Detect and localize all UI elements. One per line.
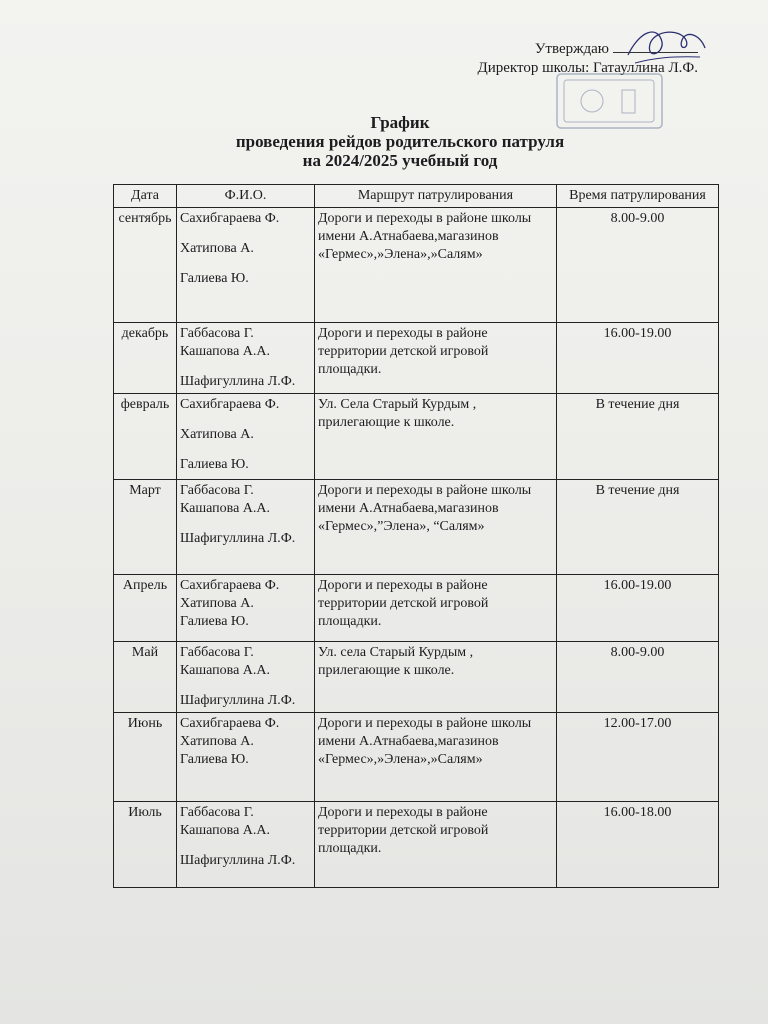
row-names: Сахибгараева Ф. Хатипова А. Галиева Ю. [177,208,315,323]
header-names: Ф.И.О. [177,185,315,208]
table-row [114,208,719,323]
row-route: Ул. села Старый Курдым , прилегающие к школе. [315,642,557,713]
table-row [114,323,719,394]
row-route: Ул. Села Старый Курдым , прилегающие к школе. [315,394,557,480]
row-names: Сахибгараева Ф. Хатипова А. Галиева Ю. [177,713,315,802]
title-line-3: на 2024/2025 учебный год [302,151,498,170]
row-date: Апрель [114,575,177,642]
row-date: Июль [114,802,177,888]
row-date: Май [114,642,177,713]
row-names: Габбасова Г. Кашапова А.А. Шафигуллина Л.Ф. [177,802,315,888]
row-route: Дороги и переходы в районе территории детской игровой площадки. [315,575,557,642]
row-time: 12.00-17.00 [557,713,719,802]
table-row [114,642,719,713]
table-row [114,394,719,480]
patrol-schedule-table [113,184,719,888]
row-names: Сахибгараева Ф. Хатипова А. Галиева Ю. [177,575,315,642]
header-time: Время патрулирования [557,185,719,208]
row-names: Габбасова Г. Кашапова А.А. Шафигуллина Л.Ф. [177,323,315,394]
table-row [114,575,719,642]
title-line-1: График [370,113,430,132]
row-date: сентябрь [114,208,177,323]
director-line: Директор школы: Гатауллина Л.Ф. [477,60,698,76]
row-date: Март [114,480,177,575]
table-row [114,480,719,575]
row-route: Дороги и переходы в районе школы имени А.Атнабаева,магазинов «Гермес»,”Элена», “Салям» [315,480,557,575]
row-names: Сахибгараева Ф. Хатипова А. Галиева Ю. [177,394,315,480]
row-names: Габбасова Г. Кашапова А.А. Шафигуллина Л.Ф. [177,642,315,713]
row-date: Июнь [114,713,177,802]
row-date: февраль [114,394,177,480]
header-route: Маршрут патрулирования [315,185,557,208]
row-names: Габбасова Г. Кашапова А.А. Шафигуллина Л.Ф. [177,480,315,575]
row-route: Дороги и переходы в районе территории детской игровой площадки. [315,323,557,394]
table-row [114,713,719,802]
row-time: В течение дня [557,480,719,575]
signature-icon [620,20,710,75]
row-time: В течение дня [557,394,719,480]
row-time: 8.00-9.00 [557,642,719,713]
row-time: 8.00-9.00 [557,208,719,323]
row-route: Дороги и переходы в районе школы имени А.Атнабаева,магазинов «Гермес»,»Элена»,»Салям» [315,713,557,802]
table-header-row [114,185,719,208]
document-title [170,113,630,170]
row-time: 16.00-19.00 [557,323,719,394]
header-date: Дата [114,185,177,208]
row-route: Дороги и переходы в районе школы имени А.Атнабаева,магазинов «Гермес»,»Элена»,»Салям» [315,208,557,323]
row-time: 16.00-19.00 [557,575,719,642]
approve-label: Утверждаю [398,40,698,59]
table-row [114,802,719,888]
row-date: декабрь [114,323,177,394]
title-line-2: проведения рейдов родительского патруля [235,132,565,151]
row-time: 16.00-18.00 [557,802,719,888]
row-route: Дороги и переходы в районе территории детской игровой площадки. [315,802,557,888]
